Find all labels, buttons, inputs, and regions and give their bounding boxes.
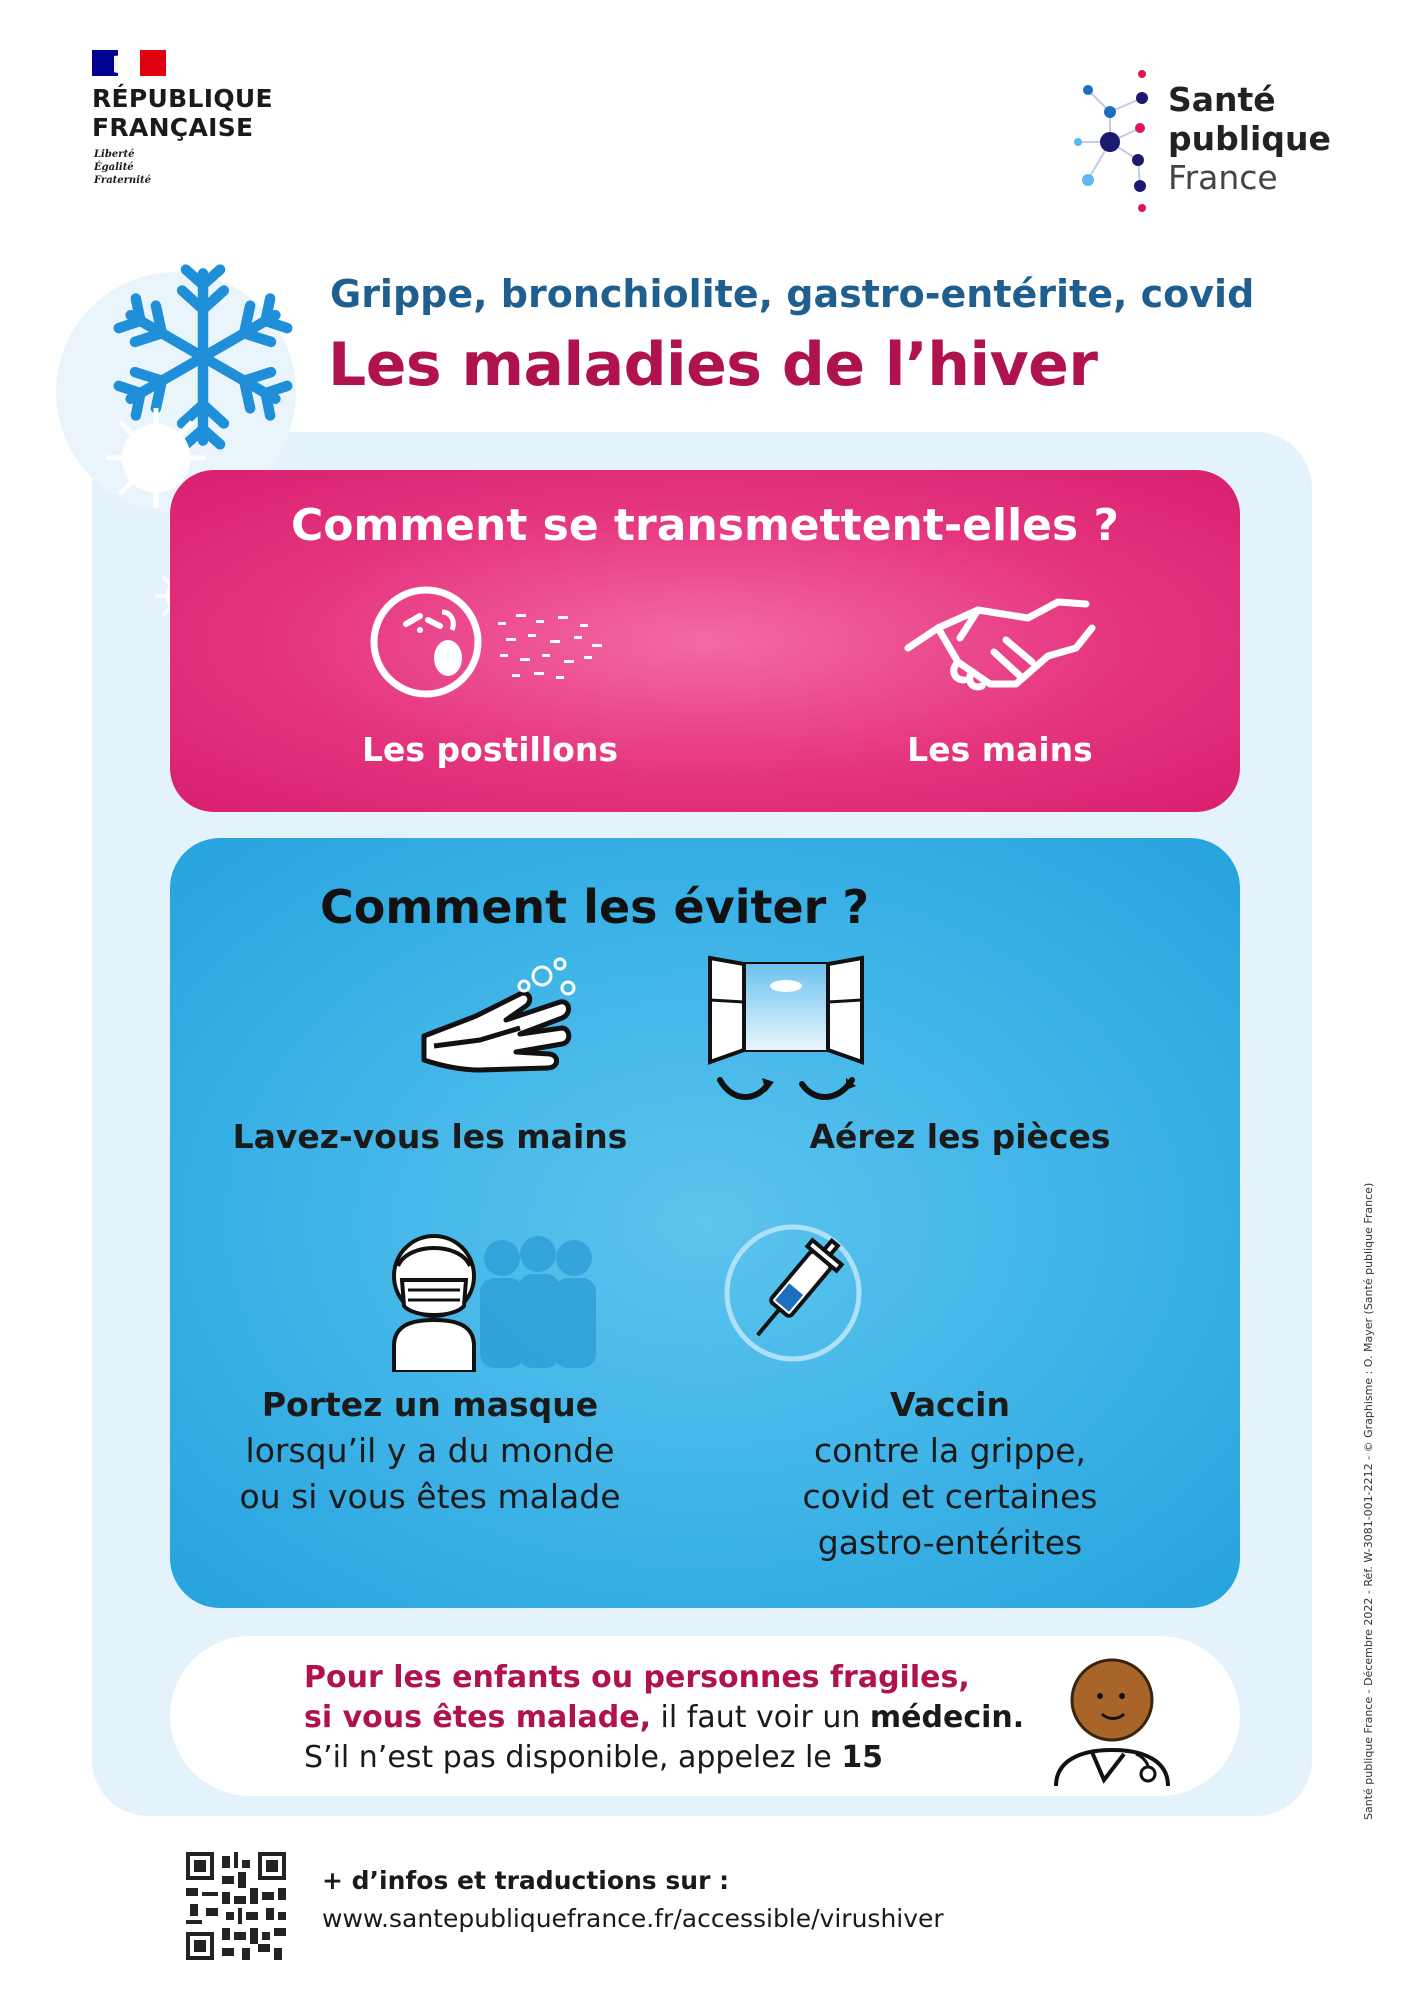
hand-washing-icon xyxy=(420,956,590,1096)
qr-code-icon xyxy=(186,1852,286,1960)
open-window-icon xyxy=(706,952,866,1112)
footer-url[interactable]: www.santepubliquefrance.fr/accessible/virushiver xyxy=(322,1904,944,1933)
prevention-item-label: Lavez-vous les mains xyxy=(232,1117,628,1156)
handshake-icon xyxy=(898,588,1098,708)
prevention-item-label: Vaccin contre la grippe, covid et certaines gastro-entérites xyxy=(802,1385,1098,1562)
transmission-card xyxy=(170,470,1240,812)
page-title: Les maladies de l’hiver xyxy=(328,330,1098,400)
doctor-icon xyxy=(1050,1654,1180,1794)
gov-motto: Liberté Égalité Fraternité xyxy=(94,149,151,186)
syringe-icon xyxy=(718,1218,868,1368)
mask-icon xyxy=(384,1222,604,1372)
transmission-item-label: Les postillons xyxy=(362,730,618,769)
transmission-heading: Comment se transmettent-elles ? xyxy=(290,500,1120,551)
agency-name: Santé publique France xyxy=(1168,80,1331,197)
footer-more-info: + d’infos et traductions sur : www.santepubliquefrance.fr/accessible/virushiver xyxy=(322,1862,944,1938)
prevention-item-label: Portez un masque lorsqu’il y a du monde ou si vous êtes malade xyxy=(239,1385,621,1516)
doctor-info-card xyxy=(170,1636,1240,1796)
prevention-item-label: Aérez les pièces xyxy=(809,1117,1111,1156)
doctor-info-text: Pour les enfants ou personnes fragiles, si vous êtes malade, il faut voir un médecin. S’il n’est pas disponible, appelez le 15 xyxy=(304,1660,1025,1775)
sante-publique-logo-icon xyxy=(1068,64,1162,214)
prevention-heading: Comment les éviter ? xyxy=(320,880,870,934)
diseases-subtitle: Grippe, bronchiolite, gastro-entérite, covid xyxy=(330,272,1255,316)
sneeze-icon xyxy=(370,584,610,704)
marianne-flag-icon xyxy=(92,50,166,76)
prevention-card xyxy=(170,838,1240,1608)
transmission-item-label: Les mains xyxy=(907,730,1093,769)
credit-vertical: Santé publique France - Décembre 2022 - Réf. W-3081-001-2212 - © Graphisme : O. Mayer (Santé publique France) xyxy=(1362,1182,1375,1820)
gov-title: RÉPUBLIQUE FRANÇAISE xyxy=(92,84,273,142)
